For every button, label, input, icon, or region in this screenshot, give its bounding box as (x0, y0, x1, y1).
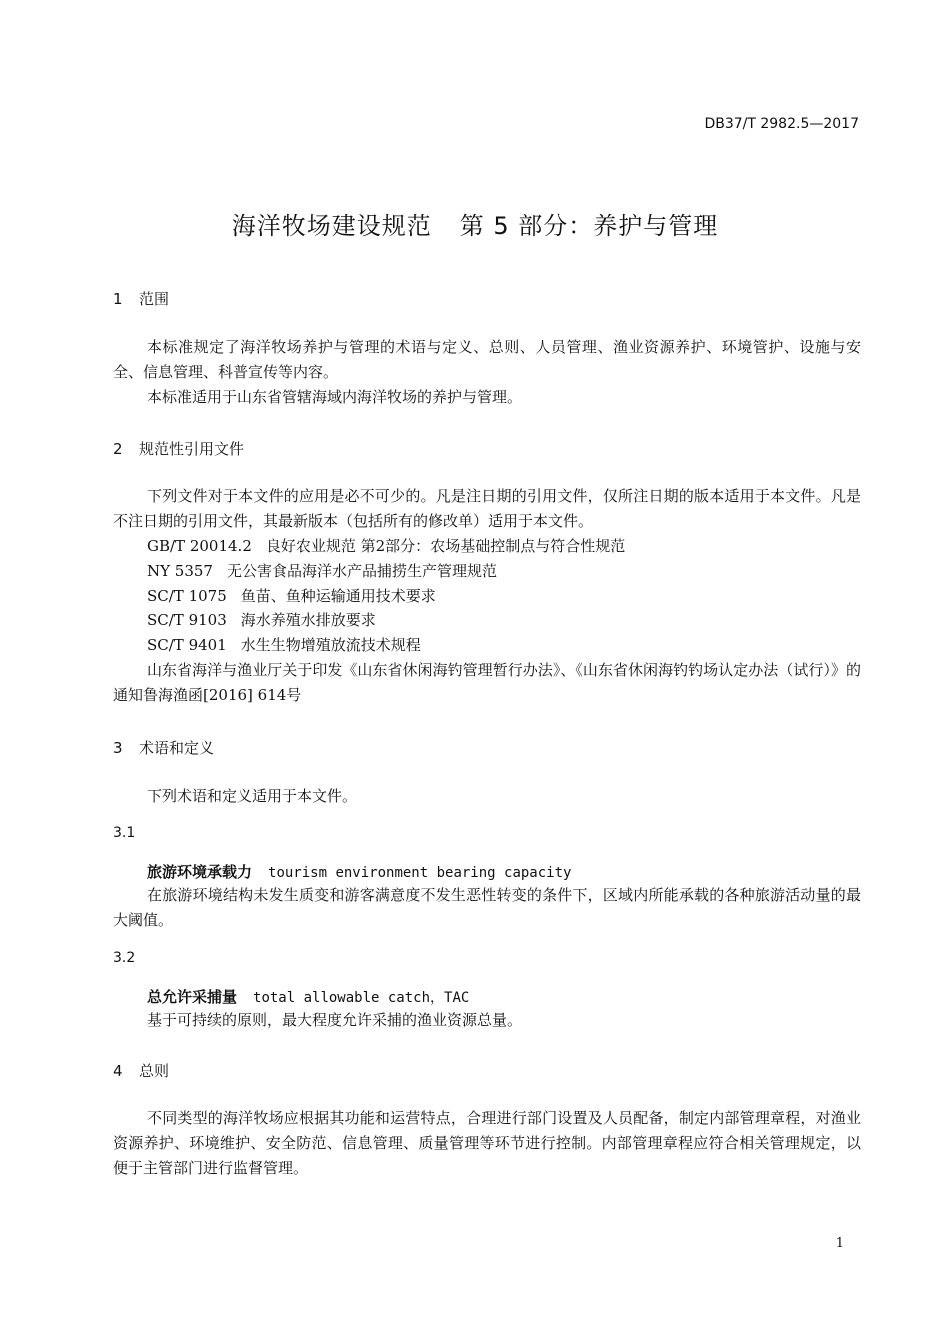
page-title (0, 206, 950, 241)
section-title: 术语和定义 (139, 739, 215, 757)
term-definition: 在旅游环境结构未发生质变和游客满意度不发生恶性转变的条件下，区域内所能承载的各种旅游活动量的最大阈值。 (113, 886, 861, 929)
section-2-heading (113, 438, 244, 459)
term-definition: 基于可持续的原则，最大程度允许采捕的渔业资源总量。 (147, 1011, 523, 1029)
reference-item: SC/T 1075 鱼苗、鱼种运输通用技术要求 (147, 586, 436, 605)
document-code: DB37/T 2982.5—2017 (704, 116, 859, 132)
term-entry (147, 986, 469, 1007)
section-title: 范围 (139, 290, 170, 308)
reference-item: SC/T 9103 海水养殖水排放要求 (147, 611, 376, 630)
section-3-heading (113, 737, 214, 758)
term-number: 3.1 (113, 825, 136, 841)
section-2-intro: 下列文件对于本文件的应用是必不可少的。凡是注日期的引用文件，仅所注日期的版本适用于本文件。凡是不注日期的引用文件，其最新版本（包括所有的修改单）适用于本文件。 (113, 487, 861, 530)
section-1-heading (113, 288, 169, 309)
section-number: 2 (113, 440, 123, 458)
section-number: 1 (113, 290, 123, 308)
term-entry (147, 861, 571, 882)
title-part: 第 5 部分：养护与管理 (459, 212, 719, 240)
section-title: 总则 (139, 1062, 170, 1080)
term-chinese: 总允许采捕量 (147, 988, 238, 1006)
term-english: tourism environment bearing capacity (268, 865, 572, 881)
page-number: 1 (835, 1236, 844, 1251)
section-title: 规范性引用文件 (139, 440, 245, 458)
section-4-paragraph-1: 不同类型的海洋牧场应根据其功能和运营特点，合理进行部门设置及人员配备，制定内部管理章程，对渔业资源养护、环境维护、安全防范、信息管理、质量管理等环节进行控制。内部管理章程应符合相关管理规定，以便于主管部门进行监督管理。 (113, 1109, 861, 1177)
term-number: 3.2 (113, 950, 136, 966)
reference-list (113, 534, 861, 708)
reference-item: GB/T 20014.2 良好农业规范 第2部分：农场基础控制点与符合性规范 (147, 537, 626, 555)
term-chinese: 旅游环境承载力 (147, 863, 253, 881)
reference-item: NY 5357 无公害食品海洋水产品捕捞生产管理规范 (147, 561, 497, 580)
section-number: 3 (113, 739, 123, 757)
term-english: total allowable catch，TAC (253, 990, 470, 1006)
title-main: 海洋牧场建设规范 (231, 212, 432, 240)
section-1-paragraph-2: 本标准适用于山东省管辖海域内海洋牧场的养护与管理。 (147, 388, 523, 406)
section-3-intro: 下列术语和定义适用于本文件。 (147, 787, 358, 805)
section-number: 4 (113, 1062, 123, 1080)
reference-item: SC/T 9401 水生生物增殖放流技术规程 (147, 636, 421, 655)
reference-notice: 山东省海洋与渔业厅关于印发《山东省休闲海钓管理暂行办法》、《山东省休闲海钓钓场认定办法（试行）》的通知鲁海渔函[2016] 614号 (113, 660, 861, 704)
section-4-heading (113, 1060, 169, 1081)
section-1-paragraph-1: 本标准规定了海洋牧场养护与管理的术语与定义、总则、人员管理、渔业资源养护、环境管护、设施与安全、信息管理、科普宣传等内容。 (113, 338, 861, 381)
